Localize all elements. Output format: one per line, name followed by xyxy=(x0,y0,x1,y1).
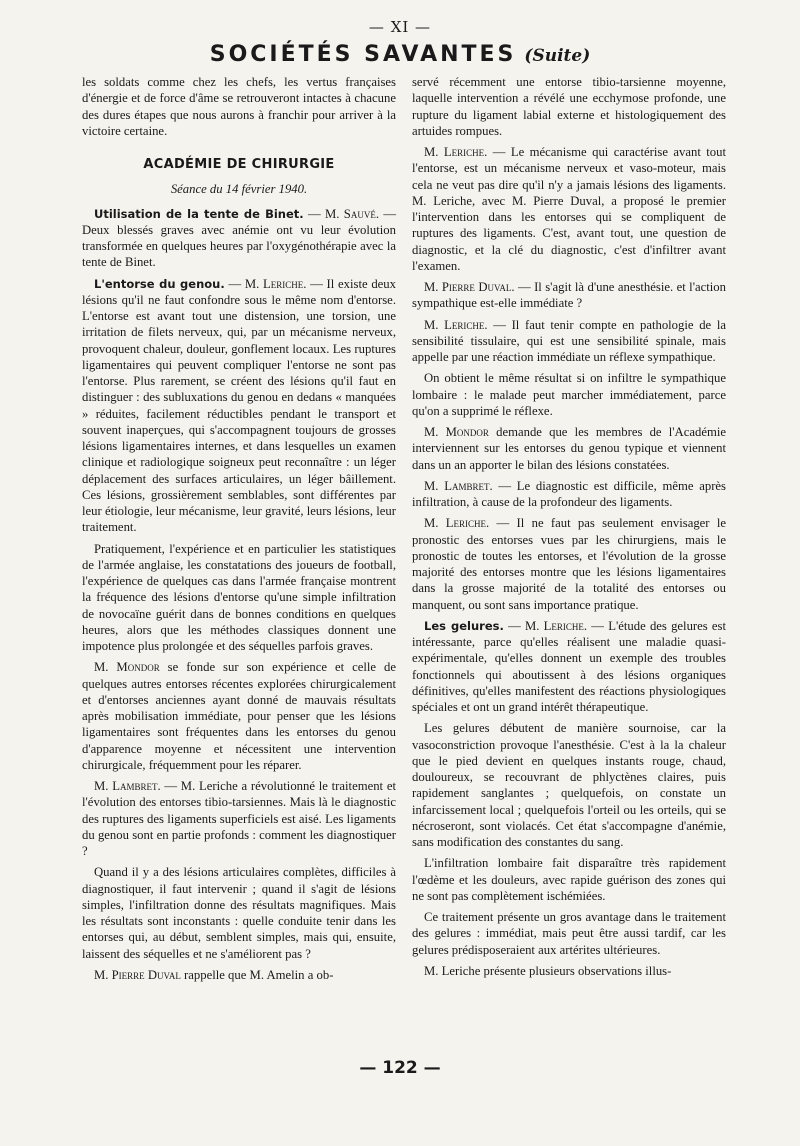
right-column xyxy=(412,74,726,984)
dash: — M. xyxy=(503,618,544,633)
paragraph-text: demande que les membres de l'Académie interviennent sur les entorses du genou typique et viennent dans un an apporter le bilan des lésions constatées. xyxy=(412,425,726,472)
author-name: M. Lambret xyxy=(424,478,490,493)
paragraph-duval-anesthesie xyxy=(412,279,726,312)
paragraph-entorse-genou xyxy=(82,276,396,536)
paragraph-text: . — Le mécanisme qui caractérise avant tout l'entorse, est un mécanisme nerveux et vaso-moteur, mais cela ne veut pas dire qu'il n'y a jamais lésions des ligaments. M. Leriche, avec M. Pierre Duval, a proposé le premier l'intervention dans les entorses qui se compliquent de ruptures des ligaments. C'est, avant tout, une question de diagnostic, et la clé du diagnostic, c'est d'infiltrer avant l'examen. xyxy=(412,145,726,273)
rubric-gelures: Les gelures. xyxy=(424,618,504,633)
dash: — M. xyxy=(224,276,264,291)
paragraph-sympathique: On obtient le même résultat si on infiltre le sympathique lombaire : le malade peut marcher immédiatement, parce qu'on a supprimé le réflexe. xyxy=(412,371,726,418)
paragraph-text: . — M. Leriche a révolutionné le traitement et l'évolution des entorses tibio-tarsiennes. Mais là le diagnostic des ruptures des ligaments superficiels est aisé. Les ligaments du genou sont en partie profonds : comment les diagnostiquer ? xyxy=(82,779,396,858)
paragraph-text: . — Il ne faut pas seulement envisager le pronostic des entorses vues par les chirurgiens, mais le pronostic de toutes les entorses, et l'évolution de la grosse majorité des entorses montre que les lésions ligamentaires dans la grosse majorité de la totalité des entorses ou manquent, ou sont sans importance pratique. xyxy=(412,516,727,612)
rubric-entorse-genou: L'entorse du genou. xyxy=(94,276,225,291)
paragraph-observations: M. Leriche présente plusieurs observations illus- xyxy=(424,963,672,978)
paragraph-text: . — Il faut tenir compte en pathologie de la sensibilité tissulaire, qui est une sensibilité spinale, mais appelle par une réaction immédiate un réflexe sympathique. xyxy=(412,317,726,364)
paragraph-tente-binet xyxy=(82,206,396,271)
header-title: SOCIÉTÉS SAVANTES xyxy=(209,42,517,67)
paragraph-gelures-debut: Les gelures débutent de manière sournoise, car la vasoconstriction provoque l'anesthésie. C'est à la la chaleur que le pied devient en quelques instants rouge, chaud, douloureux, se recouvrant de phlyctènes claires, puis rapidement sanglantes ; quelquefois, on constate un infarcissement local ; quelquefois l'orteil ou les orteils, qui se nécroseront, sont violacés. Cet état s'accompagne d'anémie, sans modification des constantes du sang. xyxy=(412,721,726,849)
author-name: M. Pierre Duval xyxy=(424,280,512,294)
paragraph-text: . — Il s'agit là d'une anesthésie. et l'action sympathique est-elle immédiate ? xyxy=(412,280,726,311)
paragraph-leriche-mecanisme xyxy=(412,144,726,274)
paragraph-continuation: servé récemment une entorse tibio-tarsienne moyenne, laquelle intervention a révélé une ecchymose profonde, une rupture du ligament labial externe et histologiquement des artuides rompues. xyxy=(412,75,726,138)
dash: — M. xyxy=(303,206,344,221)
paragraph-text: . — L'étude des gelures est intéressante, parce qu'elles réalisent une maladie quasi-expérimentale, qu'elles donnent un exemple des troubles fonctionnels qui aboutissent à des lésions organiques définitives, qu'elles manifestent des réactions physiologiques spéciales et ont un grand intérêt thérapeutique. xyxy=(412,618,727,714)
paragraph-lambret-diagnostic xyxy=(412,478,726,511)
paragraph-gelures xyxy=(412,618,726,716)
header-suite: (Suite) xyxy=(524,46,591,66)
paragraph-pratiquement: Pratiquement, l'expérience et en particulier les statistiques de l'armée anglaise, les constatations des joueurs de football, l'expérience de quelques cas dans l'armée française montrent la fréquence des lésions d'entorse qu'une simple infiltration de novocaïne guérit dans de bonnes conditions en quelques heures, alors que les méthodes classiques donnent une impotence plus prolongée et des séquelles parfois graves. xyxy=(82,541,396,653)
folio-roman: — XI — xyxy=(368,18,432,36)
author-name: M. Mondor xyxy=(424,425,489,439)
paragraph-text: . — Deux blessés graves avec anémie ont vu leur évolution transformée en quelques heures par l'oxygénothérapie avec la tente de Binet. xyxy=(82,206,397,270)
page-header xyxy=(0,42,800,67)
section-title: ACADÉMIE DE CHIRURGIE xyxy=(143,157,335,172)
paragraph-lambret xyxy=(82,778,396,859)
page-number: — 122 — xyxy=(359,1058,441,1078)
paragraph-duval xyxy=(82,967,396,983)
author-name: M. Leriche xyxy=(424,516,487,531)
author-name: M. Leriche xyxy=(424,145,485,159)
author-name: M. Lambret xyxy=(94,779,158,793)
paragraph-mondor-demande xyxy=(412,424,726,473)
paragraph-mondor xyxy=(82,659,396,773)
author-name: M. Mondor xyxy=(94,660,160,675)
paragraph-text: . — Il existe deux lésions qu'il ne faut confondre sous le même nom d'entorse. L'entorse est avant tout une distension, une torsion, une irritation de filets nerveux, qui, par un mécanisme nerveux, provoquent chaleur, douleur, gonflement locaux. Les ruptures ligamentaires qui peuvent compliquer l'entorse ne sont pas l'entorse. Plus rarement, se créent des lésions qu'il faut en distinguer : des subluxations du genou en dedans « manquées » réduites, facilement réductibles pendant le transport et souvent inaperçues, qui s'accompagnent toujours de grosses lésions ligamentaires internes, et dans lesquelles un examen clinique et radiologique soigneux peut reconnaître : un léger déplacement des surfaces articulaires, un léger bâillement. Ces lésions, grossièrement semblables, sont différentes par leur étiologie, leur mécanisme, leur gravité, leurs lésions, leur traitement. xyxy=(82,276,396,535)
paragraph-traitement: Ce traitement présente un gros avantage dans le traitement des gelures : immédiat, mais peut être aussi tardif, car les gelures prédisposeraient aux artérites ultérieures. xyxy=(412,910,726,957)
paragraph-lesions: Quand il y a des lésions articulaires complètes, difficiles à diagnostiquer, il faut intervenir ; quand il s'agit de lésions simples, l'infiltration donne des résultats magnifiques. Mais les résultats sont inconstants : quelle conduite tenir dans les entorses qui, au début, semblent simples, mais qui, ensuite, laissent des séquelles et ne s'améliorent pas ? xyxy=(82,865,396,961)
paragraph-leriche-sensibilite xyxy=(412,317,726,366)
intro-paragraph: les soldats comme chez les chefs, les vertus françaises d'énergie et de force d'âme se retrouveront intactes à chacune des dures étapes que nous aurons à franchir pour arriver à la victoire certaine. xyxy=(82,75,396,138)
author-name: Leriche xyxy=(543,618,584,633)
author-name: M. Leriche xyxy=(424,317,485,332)
paragraph-text: rappelle que M. Amelin a ob- xyxy=(180,967,334,982)
author-name: Sauvé xyxy=(343,206,376,221)
author-name: M. Pierre Duval xyxy=(94,967,181,982)
session-date: Séance du 14 février 1940. xyxy=(170,182,308,197)
left-column xyxy=(82,74,396,988)
paragraph-text: . — Le diagnostic est difficile, même après infiltration, à cause de la profondeur des ligaments. xyxy=(412,478,726,509)
paragraph-leriche-pronostic xyxy=(412,515,726,613)
rubric-tente-binet: Utilisation de la tente de Binet. xyxy=(94,206,304,221)
paragraph-text: se fonde sur son expérience et celle de quelques autres entorses récentes explorées chirurgicalement et d'entorses anciennes ayant donné de mauvais résultats après mobilisation immédiate, pour penser que les lésions ligamentaires sont fréquentes dans les entorses du genou d'apparence moyenne et nécessitent une intervention chirurgicale, fréquemment pour les réparer. xyxy=(82,660,396,772)
author-name: Leriche xyxy=(263,276,304,291)
paragraph-infiltration: L'infiltration lombaire fait disparaître très rapidement l'œdème et les douleurs, avec rapide guérison des zones qui ne sont pas complètement ischémiées. xyxy=(412,856,726,903)
